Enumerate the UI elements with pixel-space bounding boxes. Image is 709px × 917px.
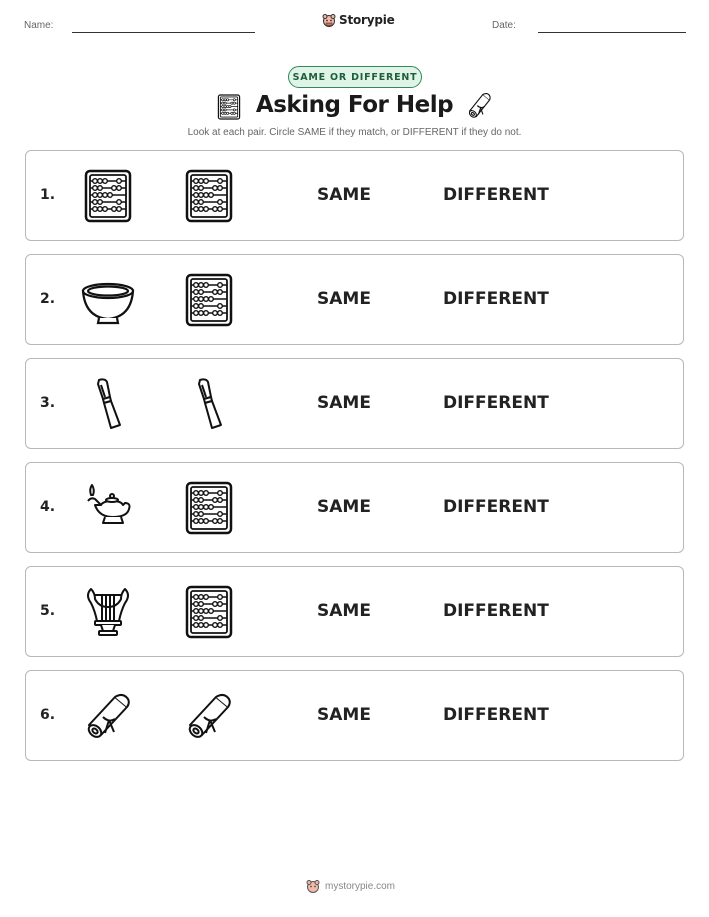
chisel-icon: [81, 377, 135, 431]
exercise-row: [25, 462, 684, 553]
different-option[interactable]: DIFFERENT: [443, 705, 549, 725]
abacus-icon: [182, 585, 236, 639]
different-option[interactable]: DIFFERENT: [443, 289, 549, 309]
same-option[interactable]: SAME: [317, 497, 371, 517]
footer-url[interactable]: mystorypie.com: [325, 880, 396, 892]
scroll-icon: [182, 689, 236, 743]
row-number: 6.: [40, 707, 56, 723]
row-number: 3.: [40, 395, 56, 411]
storypie-mascot-icon: [322, 13, 336, 27]
same-option[interactable]: SAME: [317, 393, 371, 413]
row-number: 4.: [40, 499, 56, 515]
page-title: Asking For Help: [255, 92, 454, 118]
same-option[interactable]: SAME: [317, 601, 371, 621]
abacus-icon: [182, 481, 236, 535]
footer: [306, 879, 395, 893]
row-number: 5.: [40, 603, 56, 619]
different-option[interactable]: DIFFERENT: [443, 497, 549, 517]
scroll-icon: [81, 689, 135, 743]
same-option[interactable]: SAME: [317, 289, 371, 309]
different-option[interactable]: DIFFERENT: [443, 185, 549, 205]
row-number: 2.: [40, 291, 56, 307]
instructions: Look at each pair. Circle SAME if they match, or DIFFERENT if they do not.: [187, 127, 522, 138]
date-line: [538, 32, 686, 33]
date-label: Date:: [492, 20, 516, 31]
abacus-icon: [182, 273, 236, 327]
same-option[interactable]: SAME: [317, 185, 371, 205]
brand-logo: [322, 13, 395, 27]
category-badge: SAME OR DIFFERENT: [288, 66, 422, 88]
exercise-row: [25, 670, 684, 761]
bowl-icon: [81, 273, 135, 327]
oil-lamp-icon: [81, 481, 135, 535]
different-option[interactable]: DIFFERENT: [443, 393, 549, 413]
row-number: 1.: [40, 187, 56, 203]
exercise-row: [25, 566, 684, 657]
brand-name: Storypie: [339, 13, 395, 27]
abacus-icon: [182, 169, 236, 223]
abacus-icon: [81, 169, 135, 223]
different-option[interactable]: DIFFERENT: [443, 601, 549, 621]
same-option[interactable]: SAME: [317, 705, 371, 725]
exercise-row: [25, 254, 684, 345]
storypie-mascot-icon: [306, 879, 320, 893]
exercise-row: [25, 150, 684, 241]
name-line: [72, 32, 255, 33]
chisel-icon: [182, 377, 236, 431]
scroll-icon: [464, 90, 494, 124]
exercise-row: [25, 358, 684, 449]
lyre-icon: [81, 585, 135, 639]
name-label: Name:: [24, 20, 54, 31]
